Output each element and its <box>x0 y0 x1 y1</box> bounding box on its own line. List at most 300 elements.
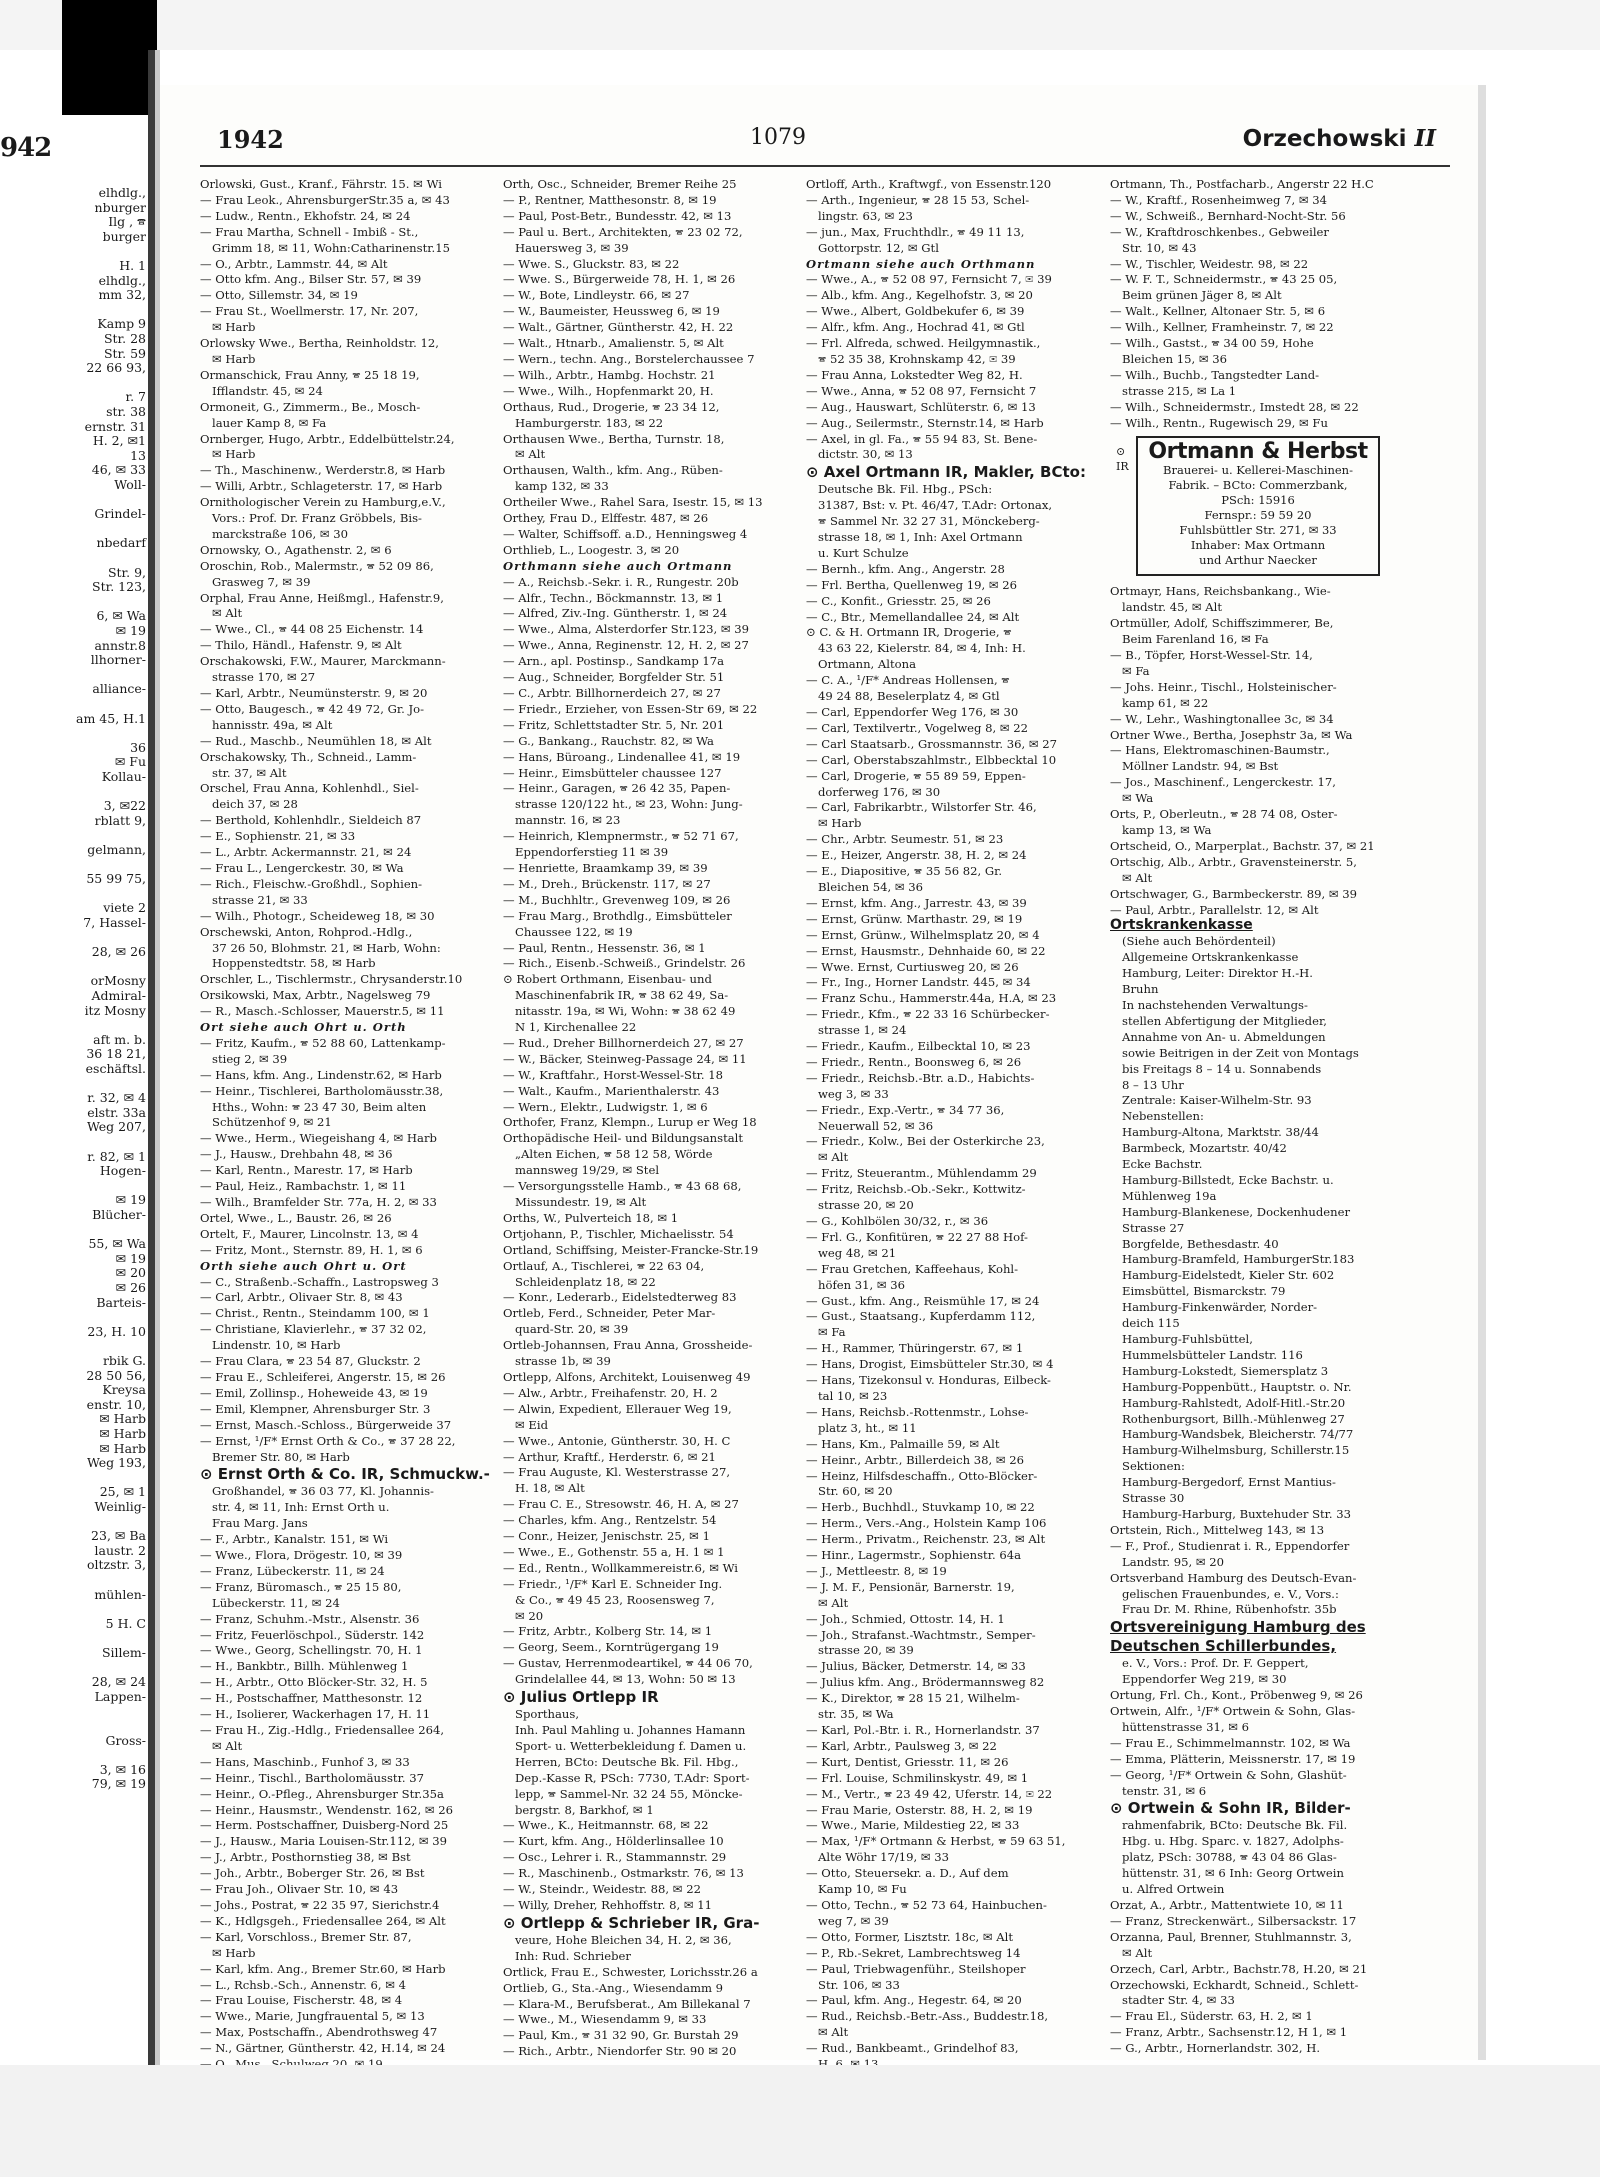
directory-entry: — Herm., Vers.-Ang., Holstein Kamp 106 <box>806 1516 1047 1531</box>
directory-entry: Grasweg 7, ✉ 39 <box>212 574 311 589</box>
directory-entry: Orphal, Frau Anne, Heißmgl., Hafenstr.9, <box>200 590 444 605</box>
directory-entry: kamp 61, ✉ 22 <box>1122 695 1209 710</box>
directory-entry: str. 37, ✉ Alt <box>212 765 287 780</box>
directory-entry: 8 – 13 Uhr <box>1122 1077 1184 1092</box>
directory-entry: — W., Steindr., Weidestr. 88, ✉ 22 <box>503 1882 701 1897</box>
directory-entry: Orschel, Frau Anna, Kohlenhdl., Siel- <box>200 781 419 796</box>
directory-entry: — Paul, Post-Betr., Bundesstr. 42, ✉ 13 <box>503 208 732 223</box>
previous-page-text: burger <box>102 228 146 244</box>
directory-entry: tal 10, ✉ 23 <box>818 1388 888 1403</box>
directory-entry: — Wwe., K., Heitmannstr. 68, ✉ 22 <box>503 1818 709 1833</box>
directory-entry: Alte Wöhr 17/19, ✉ 33 <box>818 1850 950 1865</box>
previous-page-text: ✉ 26 <box>115 1280 146 1295</box>
schillerbund-heading: Ortsvereinigung Hamburg des <box>1110 1618 1366 1637</box>
directory-entry: — Heinr., Hausmstr., Wendenstr. 162, ✉ 26 <box>200 1802 454 1817</box>
directory-entry: tenstr. 31, ✉ 6 <box>1122 1783 1207 1798</box>
directory-entry: — R., Maschinenb., Ostmarkstr. 76, ✉ 13 <box>503 1866 744 1881</box>
directory-entry: — Franz Schu., Hammerstr.44a, H.A, ✉ 23 <box>806 991 1057 1006</box>
directory-entry: sowie Beitrigen in der Zeit von Montags <box>1122 1045 1359 1060</box>
directory-entry: ✉ Alt <box>212 1738 243 1753</box>
directory-entry: — Wilh., Arbtr., Hambg. Hochstr. 21 <box>503 367 716 382</box>
directory-entry: kamp 13, ✉ Wa <box>1122 823 1212 837</box>
directory-entry: deich 115 <box>1122 1316 1180 1331</box>
directory-entry: Inh: Rud. Schrieber <box>515 1948 631 1963</box>
directory-entry: dictstr. 30, ✉ 13 <box>818 447 913 462</box>
directory-entry: Eimsbüttel, Bismarckstr. 79 <box>1122 1284 1286 1299</box>
directory-entry: — Hans, Drogist, Eimsbütteler Str.30, ✉ 4 <box>806 1357 1054 1372</box>
directory-entry: — Karl, Rentn., Marestr. 17, ✉ Harb <box>200 1163 413 1178</box>
directory-entry: Hths., Wohn: 🕿 23 47 30, Beim alten <box>212 1099 427 1114</box>
directory-entry: Schleidenplatz 18, ✉ 22 <box>515 1274 656 1289</box>
directory-entry: ✉ Harb <box>212 1945 256 1960</box>
directory-entry: — Gust., kfm. Ang., Reismühle 17, ✉ 24 <box>806 1293 1040 1308</box>
directory-entry: — Alfr., kfm. Ang., Hochrad 41, ✉ Gtl <box>806 320 1025 335</box>
directory-entry: — Carl, Drogerie, 🕿 55 89 59, Eppen- <box>806 768 1026 783</box>
previous-page-text: Barteis- <box>96 1294 146 1310</box>
directory-entry: Ortschwager, G., Barmbeckerstr. 89, ✉ 39 <box>1110 886 1357 901</box>
directory-entry: Orth siehe auch Ohrt u. Ort <box>200 1258 407 1273</box>
directory-entry: — Frl. Alfreda, schwed. Heilgymnastik., <box>806 336 1041 351</box>
directory-entry: — Emma, Plätterin, Meissnerstr. 17, ✉ 19 <box>1110 1751 1356 1766</box>
directory-entry: — Carl, Eppendorfer Weg 176, ✉ 30 <box>806 705 1019 719</box>
directory-entry: — Henriette, Braamkamp 39, ✉ 39 <box>503 860 708 875</box>
directory-entry: — Otto, Techn., 🕿 52 73 64, Hainbuchen- <box>806 1897 1047 1912</box>
previous-page-text: 6, ✉ Wa <box>96 608 146 624</box>
directory-entry: Barmbeck, Mozartstr. 40/42 <box>1122 1141 1287 1156</box>
directory-entry: Landstr. 95, ✉ 20 <box>1122 1554 1225 1569</box>
directory-entry: Allgemeine Ortskrankenkasse <box>1122 950 1299 965</box>
directory-entry: — W., Kraftfahr., Horst-Wessel-Str. 18 <box>503 1067 724 1082</box>
ad-line: Fabrik. – BCto: Commerzbank, <box>1168 478 1348 493</box>
directory-entry: Ortjohann, P., Tischler, Michaelisstr. 54 <box>503 1226 734 1241</box>
directory-entry: bergstr. 8, Barkhof, ✉ 1 <box>515 1802 654 1817</box>
directory-entry: — Wwe., Marie, Mildestieg 22, ✉ 33 <box>806 1818 1020 1833</box>
scan-bottom-margin <box>0 2065 1600 2177</box>
directory-entry: Bremer Str. 80, ✉ Harb <box>212 1449 350 1464</box>
directory-entry: — Alb., kfm. Ang., Kegelhofstr. 3, ✉ 20 <box>806 288 1033 303</box>
directory-entry: — Konr., Lederarb., Eidelstedterweg 83 <box>503 1290 737 1305</box>
directory-entry: Orths, W., Pulverteich 18, ✉ 1 <box>503 1210 679 1225</box>
directory-entry: — Johs. Heinr., Tischl., Holsteinischer- <box>1110 679 1337 694</box>
directory-entry: strasse 1, ✉ 24 <box>818 1023 907 1038</box>
directory-entry: Str. 106, ✉ 33 <box>818 1977 900 1992</box>
previous-page-text: ernstr. 31 <box>84 418 146 434</box>
previous-page-text: 13 <box>130 447 146 463</box>
directory-entry: — H., Rammer, Thüringerstr. 67, ✉ 1 <box>806 1341 1024 1356</box>
directory-entry: — Rud., Dreher Billhornerdeich 27, ✉ 27 <box>503 1035 744 1050</box>
directory-entry: — Walter, Schiffsoff. a.D., Henningsweg 4 <box>503 526 748 541</box>
directory-entry: Beim Farenland 16, ✉ Fa <box>1122 632 1269 647</box>
directory-entry: — Rud., Maschb., Neumühlen 18, ✉ Alt <box>200 733 432 748</box>
directory-entry: Sporthaus, <box>515 1707 580 1722</box>
directory-entry: marckstraße 106, ✉ 30 <box>212 526 348 541</box>
directory-entry: — Versorgungsstelle Hamb., 🕿 43 68 68, <box>503 1179 742 1194</box>
directory-entry: Ornithologischer Verein zu Hamburg,e.V., <box>200 495 446 510</box>
directory-entry: — Julius kfm. Ang., Brödermannsweg 82 <box>806 1675 1045 1690</box>
directory-entry: — Franz, Arbtr., Sachsenstr.12, H 1, ✉ 1 <box>1110 2025 1348 2040</box>
directory-entry: — W., Kraftdroschkenbes., Gebweiler <box>1110 224 1329 239</box>
directory-entry: — Wwe., E., Gothenstr. 55 a, H. 1 ✉ 1 <box>503 1544 725 1559</box>
directory-entry: hannisstr. 49a, ✉ Alt <box>212 717 333 732</box>
previous-page-text: elhdlg., <box>98 185 146 200</box>
directory-entry: Hbg. u. Hbg. Sparc. v. 1827, Adolphs- <box>1122 1834 1344 1849</box>
directory-entry: — Frl. G., Konfitüren, 🕿 22 27 88 Hof- <box>806 1229 1028 1244</box>
directory-entry: Sektionen: <box>1122 1459 1185 1474</box>
directory-entry: — Aug., Seilermstr., Sternstr.14, ✉ Harb <box>806 415 1044 430</box>
directory-entry: — Wwe., Cl., 🕿 44 08 25 Eichenstr. 14 <box>200 622 424 637</box>
directory-entry: — Carl, Fabrikarbtr., Wilstorfer Str. 46, <box>806 800 1037 815</box>
directory-entry: — Wwe., Alma, Alsterdorfer Str.123, ✉ 39 <box>503 622 750 637</box>
directory-entry: — Gust., Staatsang., Kupferdamm 112, <box>806 1309 1036 1324</box>
previous-page-text: ✉ Harb <box>99 1426 146 1441</box>
previous-page-text: 79, ✉ 19 <box>91 1776 146 1792</box>
directory-entry: — Friedr., Kfm., 🕿 22 33 16 Schürbecker- <box>806 1007 1050 1022</box>
directory-entry: Ortleb-Johannsen, Frau Anna, Grossheide- <box>503 1338 753 1353</box>
directory-entry: strasse 20, ✉ 20 <box>818 1198 914 1213</box>
directory-entry: — J., Hausw., Drehbahn 48, ✉ 36 <box>200 1147 393 1162</box>
directory-entry: Ortlauf, A., Tischlerei, 🕿 22 63 04, <box>503 1258 705 1273</box>
directory-entry: — Walt., Kellner, Altonaer Str. 5, ✉ 6 <box>1110 304 1326 319</box>
directory-entry: ✉ Alt <box>818 1150 849 1165</box>
directory-entry: — F., Arbtr., Kanalstr. 151, ✉ Wi <box>200 1532 389 1547</box>
directory-entry: — Charles, kfm. Ang., Rentzelstr. 54 <box>503 1513 717 1528</box>
directory-entry: stadter Str. 4, ✉ 33 <box>1122 1993 1235 2008</box>
directory-entry: Hamburg-Finkenwärder, Norder- <box>1122 1300 1318 1315</box>
directory-entry: — Bernh., kfm. Ang., Angerstr. 28 <box>806 561 1005 576</box>
directory-entry: Eppendorferstieg 11 ✉ 39 <box>515 845 669 860</box>
previous-page-text: itz Mosny <box>84 1002 146 1018</box>
directory-entry: Ortleb, Ferd., Schneider, Peter Mar- <box>503 1306 716 1321</box>
directory-entry: lepp, 🕿 Sammel-Nr. 32 24 55, Möncke- <box>515 1786 743 1801</box>
directory-entry: Bleichen 54, ✉ 36 <box>818 879 924 894</box>
directory-entry: — Ernst, ¹/F* Ernst Orth & Co., 🕿 37 28 22, <box>200 1433 456 1448</box>
directory-entry: Orthlieb, L., Loogestr. 3, ✉ 20 <box>503 542 680 557</box>
directory-entry: — Carl, Oberstabszahlmstr., Elbbecktal 10 <box>806 752 1057 767</box>
directory-entry: Orthofer, Franz, Klempn., Lurup er Weg 18 <box>503 1115 757 1130</box>
directory-entry: — W., Bäcker, Steinweg-Passage 24, ✉ 11 <box>503 1051 747 1066</box>
directory-entry: — Herm., Privatm., Reichenstr. 23, ✉ Alt <box>806 1532 1046 1547</box>
previous-page-text: r. 7 <box>125 389 146 405</box>
directory-entry: — Max, ¹/F* Ortmann & Herbst, 🕿 59 63 51, <box>806 1834 1066 1849</box>
directory-entry: ✉ 20 <box>515 1608 544 1623</box>
previous-page-text: Str. 9, <box>107 564 146 580</box>
directory-entry: dorferweg 176, ✉ 30 <box>818 784 941 799</box>
header-rule <box>200 165 1450 167</box>
directory-entry: Hamburgerstr. 183, ✉ 22 <box>515 415 664 430</box>
directory-entry: kamp 132, ✉ 33 <box>515 479 609 494</box>
directory-entry: — Hans, Maschinb., Funhof 3, ✉ 33 <box>200 1754 410 1769</box>
directory-entry: nitasstr. 19a, ✉ Wi, Wohn: 🕿 38 62 49 <box>515 1004 736 1019</box>
directory-entry: strasse 120/122 ht., ✉ 23, Wohn: Jung- <box>515 797 743 812</box>
directory-entry: Orlowski, Gust., Kranf., Fährstr. 15. ✉ Wi <box>200 177 442 191</box>
previous-page-text: 28, ✉ 26 <box>91 944 146 960</box>
directory-entry: — Heinr., Arbtr., Billerdeich 38, ✉ 26 <box>806 1452 1025 1467</box>
previous-page-text: 23, ✉ Ba <box>91 1528 146 1544</box>
previous-page-text: aft m. b. <box>93 1031 146 1047</box>
directory-entry: — Kurt, Dentist, Griesstr. 11, ✉ 26 <box>806 1754 1009 1769</box>
directory-entry: Orthaus, Rud., Drogerie, 🕿 23 34 12, <box>503 399 720 414</box>
previous-page-text: 23, H. 10 <box>87 1323 146 1339</box>
directory-entry: Deutsche Bk. Fil. Hbg., PSch: <box>818 482 993 497</box>
directory-entry: In nachstehenden Verwaltungs- <box>1122 997 1308 1012</box>
previous-page-text: 25, ✉ 1 <box>99 1484 146 1500</box>
header-year: 1942 <box>217 125 284 154</box>
directory-entry: Orzanna, Paul, Brenner, Stuhlmannstr. 3, <box>1110 1929 1352 1944</box>
directory-entry: — Joh., Arbtr., Boberger Str. 26, ✉ Bst <box>200 1866 425 1881</box>
directory-entry: — E., Diapositive, 🕿 35 56 82, Gr. <box>806 864 1003 879</box>
directory-entry: — Wwe. S., Bürgerweide 78, H. 1, ✉ 26 <box>503 272 736 287</box>
directory-entry: — Paul, Arbtr., Parallelstr. 12, ✉ Alt <box>1110 902 1319 917</box>
directory-entry: — Franz, Schuhm.-Mstr., Alsenstr. 36 <box>200 1611 420 1626</box>
directory-entry: — Rich., Arbtr., Niendorfer Str. 90 ✉ 20 <box>503 2044 737 2059</box>
directory-entry: — Max, Postschaffn., Abendrothsweg 47 <box>200 2025 438 2040</box>
directory-entry: H. 18, ✉ Alt <box>515 1481 585 1496</box>
directory-entry: — Heinr., O.-Pfleg., Ahrensburger Str.35a <box>200 1786 444 1801</box>
directory-column-2 <box>503 177 799 2059</box>
directory-entry: 49 24 88, Beselerplatz 4, ✉ Gtl <box>818 689 1000 704</box>
directory-entry: N 1, Kirchenallee 22 <box>515 1020 637 1035</box>
directory-entry: mannsweg 19/29, ✉ Stel <box>515 1163 660 1178</box>
directory-entry: — F., Prof., Studienrat i. R., Eppendorfer <box>1110 1538 1350 1553</box>
directory-entry: Oroschin, Rob., Malermstr., 🕿 52 09 86, <box>200 558 434 573</box>
directory-entry: — H., Arbtr., Otto Blöcker-Str. 32, H. 5 <box>200 1675 428 1690</box>
directory-entry: — Frau Marg., Brothdlg., Eimsbütteler <box>503 908 732 923</box>
previous-page-text: ✉ 19 <box>115 1250 146 1266</box>
directory-entry: — Karl, Arbtr., Paulsweg 3, ✉ 22 <box>806 1738 997 1753</box>
directory-entry: landstr. 45, ✉ Alt <box>1122 600 1223 615</box>
directory-entry: Str. 60, ✉ 20 <box>818 1484 893 1499</box>
directory-entry: — Wilh., Rentn., Rugewisch 29, ✉ Fu <box>1110 415 1328 430</box>
ad-line: Fernspr.: 59 59 20 <box>1204 508 1312 523</box>
directory-entry: — C. A., ¹/F* Andreas Hollensen, 🕿 <box>806 673 1010 688</box>
directory-entry: ✉ Harb <box>818 816 862 831</box>
directory-entry: — Paul, Triebwagenführ., Steilshoper <box>806 1961 1026 1976</box>
directory-entry: — Wwe., Marie, Jungfrauental 5, ✉ 13 <box>200 2009 425 2024</box>
directory-entry: Hamburg-Poppenbütt., Hauptstr. o. Nr. <box>1122 1379 1352 1394</box>
directory-entry: — Franz, Büromasch., 🕿 25 15 80, <box>200 1579 402 1594</box>
previous-page-text: Str. 123, <box>92 579 146 595</box>
previous-page-text: ✉ Fu <box>114 754 146 770</box>
directory-entry: — Wwe. Ernst, Curtiusweg 20, ✉ 26 <box>806 959 1019 974</box>
previous-page-text: H. 2, ✉1 <box>92 433 146 449</box>
directory-entry: weg 48, ✉ 21 <box>818 1245 897 1260</box>
directory-column-4 <box>1110 177 1406 2056</box>
directory-entry: — J., Arbtr., Posthornstieg 38, ✉ Bst <box>200 1850 411 1865</box>
directory-entry: — Franz, Streckenwärt., Silbersackstr. 17 <box>1110 1913 1357 1928</box>
directory-entry: — Gustav, Herrenmodeartikel, 🕿 44 06 70, <box>503 1656 753 1671</box>
directory-entry: — M., Buchhltr., Grevenweg 109, ✉ 26 <box>503 892 731 907</box>
directory-entry: — Ernst, Hausmstr., Dehnhaide 60, ✉ 22 <box>806 943 1046 958</box>
directory-entry: — Arn., apl. Postinsp., Sandkamp 17a <box>503 654 725 669</box>
directory-entry: ✉ Harb <box>212 351 256 366</box>
directory-entry: — Friedr., Reichsb.-Btr. a.D., Habichts- <box>806 1070 1035 1085</box>
directory-entry: — Heinrich, Klempnermstr., 🕿 52 71 67, <box>503 829 739 844</box>
previous-page-text: laustr. 2 <box>94 1542 146 1558</box>
directory-entry: — Hans, Tizekonsul v. Honduras, Eilbeck- <box>806 1373 1051 1388</box>
directory-entry: — Emil, Zollinsp., Hoheweide 43, ✉ 19 <box>200 1385 428 1400</box>
directory-entry: Hamburg-Billstedt, Ecke Bachstr. u. <box>1122 1172 1334 1187</box>
directory-entry: — Friedr., Kaufm., Eilbecktal 10, ✉ 23 <box>806 1039 1031 1054</box>
directory-entry: — Alfred, Ziv.-Ing. Güntherstr. 1, ✉ 24 <box>503 606 728 621</box>
previous-page-text: Kamp 9 <box>97 316 146 332</box>
directory-entry: — Wwe., Herm., Wiegeishang 4, ✉ Harb <box>200 1131 437 1146</box>
directory-entry: — Frl. Louise, Schmilinskystr. 49, ✉ 1 <box>806 1770 1029 1785</box>
directory-entry: Grimm 18, ✉ 11, Wohn:Catharinenstr.15 <box>212 240 450 255</box>
directory-entry: — Ernst, Grünw., Wilhelmsplatz 20, ✉ 4 <box>806 927 1040 942</box>
directory-entry: Bleichen 15, ✉ 36 <box>1122 351 1228 366</box>
directory-entry: gelischen Frauenbundes, e. V., Vors.: <box>1122 1586 1339 1601</box>
previous-page-text: viete 2 <box>103 900 146 916</box>
directory-entry: Orthausen, Walth., kfm. Ang., Rüben- <box>503 463 723 478</box>
directory-entry: — A., Reichsb.-Sekr. i. R., Rungestr. 20b <box>503 574 739 589</box>
ad-line: PSch: 15916 <box>1221 493 1295 508</box>
directory-entry: — Hans, Büroang., Lindenallee 41, ✉ 19 <box>503 749 741 764</box>
directory-entry: — H., Isolierer, Wackerhagen 17, H. 11 <box>200 1707 431 1722</box>
directory-entry: Ortstein, Rich., Mittelweg 143, ✉ 13 <box>1110 1522 1325 1537</box>
previous-page-text: ✉ 19 <box>115 1192 146 1208</box>
directory-entry: 🕿 52 35 38, Krohnskamp 42, ✉ 39 <box>818 351 1016 366</box>
previous-page-text: nbedarf <box>96 535 146 551</box>
directory-entry: — Ernst, Grünw. Marthastr. 29, ✉ 19 <box>806 911 1023 926</box>
directory-entry: — J., Hausw., Maria Louisen-Str.112, ✉ 39 <box>200 1834 448 1849</box>
previous-page-text: Weg 193, <box>86 1455 146 1471</box>
directory-entry: — Rud., Bankbeamt., Grindelhof 83, <box>806 2041 1019 2056</box>
previous-page-text: oltzstr. 3, <box>86 1557 146 1573</box>
directory-entry: ✉ Alt <box>212 606 243 621</box>
directory-entry: Ortskrankenkasse <box>1110 917 1253 934</box>
previous-page-text: r. 32, ✉ 4 <box>87 1090 146 1106</box>
directory-entry: Ortung, Frl. Ch., Kont., Pröbenweg 9, ✉ 26 <box>1110 1688 1363 1703</box>
directory-entry: Str. 10, ✉ 43 <box>1122 240 1197 255</box>
directory-entry: — Heinr., Eimsbütteler chaussee 127 <box>503 765 722 780</box>
previous-page-text: 3, ✉22 <box>103 798 146 814</box>
directory-entry: & Co., 🕿 49 45 23, Roosensweg 7, <box>515 1592 715 1607</box>
directory-entry: — Ernst, Masch.-Schloss., Bürgerweide 37 <box>200 1417 452 1432</box>
directory-entry: — Georg, Seem., Korntrügergang 19 <box>503 1640 719 1655</box>
directory-entry: — Wwe., M., Wiesendamm 9, ✉ 33 <box>503 2012 707 2027</box>
directory-entry: — Wwe., Georg, Schellingstr. 70, H. 1 <box>200 1643 423 1658</box>
directory-entry: — P., Rentner, Matthesonstr. 8, ✉ 19 <box>503 192 717 207</box>
directory-entry: — Frau Anna, Lokstedter Weg 82, H. <box>806 367 1023 382</box>
directory-entry: — C., Konfit., Griesstr. 25, ✉ 26 <box>806 593 991 608</box>
directory-entry: strasse 21, ✉ 33 <box>212 892 308 907</box>
directory-entry: — Frau Clara, 🕿 23 54 87, Gluckstr. 2 <box>200 1354 421 1369</box>
directory-entry: — Wwe., Flora, Drögestr. 10, ✉ 39 <box>200 1548 403 1563</box>
directory-entry: — Karl, Vorschloss., Bremer Str. 87, <box>200 1929 412 1944</box>
directory-entry: Orthopädische Heil- und Bildungsanstalt <box>503 1131 744 1146</box>
directory-entry: — Heinz, Hilfsdeschaffn., Otto-Blöcker- <box>806 1468 1038 1483</box>
directory-entry: — Johs., Postrat, 🕿 22 35 97, Sierichstr.4 <box>200 1897 440 1912</box>
directory-entry: lauer Kamp 8, ✉ Fa <box>212 415 327 430</box>
directory-entry: Nebenstellen: <box>1122 1109 1204 1124</box>
directory-entry: — E., Sophienstr. 21, ✉ 33 <box>200 829 356 844</box>
previous-page-text: Lappen- <box>94 1688 146 1704</box>
directory-entry: Orlowsky Wwe., Bertha, Reinholdstr. 12, <box>200 336 439 351</box>
directory-entry: Ornowsky, O., Agathenstr. 2, ✉ 6 <box>200 542 392 557</box>
directory-entry: — Paul, Km., 🕿 31 32 90, Gr. Burstah 29 <box>503 2028 739 2043</box>
directory-entry: — Walt., Kaufm., Marienthalerstr. 43 <box>503 1083 720 1098</box>
directory-entry: Beim grünen Jäger 8, ✉ Alt <box>1122 288 1282 303</box>
directory-entry: Ormanschick, Frau Anny, 🕿 25 18 19, <box>200 367 420 382</box>
directory-entry: — Herm. Postschaffner, Duisberg-Nord 25 <box>200 1818 449 1833</box>
directory-entry: strasse 20, ✉ 39 <box>818 1643 914 1658</box>
directory-entry: ⊙ Axel Ortmann IR, Makler, BCto: <box>806 463 1086 482</box>
directory-entry: Inh. Paul Mahling u. Johannes Hamann <box>515 1723 746 1737</box>
directory-entry: — M., Dreh., Brückenstr. 117, ✉ 27 <box>503 876 711 891</box>
previous-page-year: 942 <box>0 133 52 163</box>
directory-entry: Ortner Wwe., Bertha, Josephstr 3a, ✉ Wa <box>1110 727 1353 742</box>
directory-entry: — Karl, kfm. Ang., Bremer Str.60, ✉ Harb <box>200 1961 446 1976</box>
directory-entry: strasse 18, ✉ 1, Inh: Axel Ortmann <box>818 530 1023 545</box>
directory-entry: — Carl Staatsarb., Grossmannstr. 36, ✉ 27 <box>806 736 1058 751</box>
directory-entry: ✉ Fa <box>818 1325 846 1340</box>
directory-entry: — Chr., Arbtr. Seumestr. 51, ✉ 23 <box>806 832 1004 847</box>
directory-entry: — Frau Auguste, Kl. Westerstrasse 27, <box>503 1465 731 1480</box>
directory-entry: — Fritz, Schlettstadter Str. 5, Nr. 201 <box>503 717 725 732</box>
directory-entry: ⊙ Ernst Orth & Co. IR, Schmuckw.- <box>200 1465 490 1484</box>
directory-entry: — Heinr., Garagen, 🕿 26 42 35, Papen- <box>503 781 731 796</box>
previous-page-text: 36 18 21, <box>86 1046 146 1062</box>
previous-page-text: 22 66 93, <box>86 360 146 376</box>
directory-entry: Hamburg-Harburg, Buxtehuder Str. 33 <box>1122 1506 1352 1521</box>
directory-entry: Orzechowski, Eckhardt, Schneid., Schlett- <box>1110 1977 1359 1992</box>
directory-entry: — Wwe., Anna, Reginenstr. 12, H. 2, ✉ 27 <box>503 638 749 653</box>
directory-entry: Zentrale: Kaiser-Wilhelm-Str. 93 <box>1122 1093 1312 1108</box>
directory-entry: hüttenstr. 31, ✉ 6 Inh: Georg Ortwein <box>1122 1866 1344 1881</box>
directory-entry: Ort siehe auch Ohrt u. Orth <box>200 1020 407 1035</box>
directory-entry: — H., Postschaffner, Matthesonstr. 12 <box>200 1691 423 1706</box>
directory-entry: — Christiane, Klavierlehr., 🕿 37 32 02, <box>200 1322 427 1337</box>
previous-page-text: Sillem- <box>101 1645 146 1660</box>
directory-entry: Orthmann siehe auch Ortmann <box>503 558 733 573</box>
directory-entry: ✉ Alt <box>818 2025 849 2040</box>
directory-entry: — Arth., Ingenieur, 🕿 28 15 53, Schel- <box>806 192 1030 207</box>
directory-entry: Orschakowsky, Th., Schneid., Lamm- <box>200 749 417 764</box>
previous-page-text: str. 38 <box>106 404 146 419</box>
directory-entry: höfen 31, ✉ 36 <box>818 1277 906 1292</box>
directory-entry: — Georg, ¹/F* Ortwein & Sohn, Glashüt- <box>1110 1767 1347 1782</box>
directory-entry: Eppendorfer Weg 219, ✉ 30 <box>1122 1672 1287 1687</box>
directory-entry: — J., Mettleestr. 8, ✉ 19 <box>806 1563 947 1578</box>
directory-entry: Hamburg-Eidelstedt, Kieler Str. 602 <box>1122 1268 1335 1283</box>
directory-entry: „Alten Eichen, 🕿 58 12 58, Wörde <box>515 1147 713 1162</box>
directory-entry: ⊙ C. & H. Ortmann IR, Drogerie, 🕿 <box>806 625 1012 640</box>
directory-entry: Chaussee 122, ✉ 19 <box>515 924 633 939</box>
directory-entry: str. 35, ✉ Wa <box>818 1707 894 1722</box>
directory-entry: — Otto, Sillemstr. 34, ✉ 19 <box>200 288 358 303</box>
directory-entry: Hamburg-Wandsbek, Bleicherstr. 74/77 <box>1122 1427 1354 1442</box>
previous-page-text: Admiral- <box>91 988 146 1003</box>
directory-entry: Ortloff, Arth., Kraftwgf., von Essenstr.120 <box>806 177 1052 191</box>
directory-entry: — L., Arbtr. Ackermannstr. 21, ✉ 24 <box>200 845 412 860</box>
directory-entry: Missundestr. 19, ✉ Alt <box>515 1195 647 1209</box>
directory-entry: — Frau St., Woellmerstr. 17, Nr. 207, <box>200 304 419 319</box>
directory-entry: Hamburg-Bramfeld, HamburgerStr.183 <box>1122 1252 1355 1267</box>
directory-entry: — Frau H., Zig.-Hdlg., Friedensallee 264, <box>200 1723 445 1737</box>
directory-entry: Orsikowski, Max, Arbtr., Nagelsweg 79 <box>200 988 431 1003</box>
directory-entry: Frau Dr. M. Rhine, Rübenhofstr. 35b <box>1122 1602 1337 1617</box>
previous-page-text: Blücher- <box>92 1207 146 1222</box>
directory-entry: — Hans, Elektromaschinen-Baumstr., <box>1110 743 1330 758</box>
directory-entry: Großhandel, 🕿 36 03 77, Kl. Johannis- <box>212 1484 434 1499</box>
directory-entry: — Frau Marie, Osterstr. 88, H. 2, ✉ 19 <box>806 1802 1033 1817</box>
directory-entry: Ortmann, Th., Postfacharb., Angerstr 22 H.C <box>1110 177 1374 191</box>
directory-entry: — Friedr., Exp.-Vertr., 🕿 34 77 36, <box>806 1102 1005 1117</box>
previous-page-text: Str. 28 <box>103 331 146 346</box>
directory-entry: Ortheiler Wwe., Rahel Sara, Isestr. 15, ✉ 13 <box>503 495 763 510</box>
directory-entry: Hamburg-Rahlstedt, Adolf-Hitl.-Str.20 <box>1122 1395 1346 1410</box>
previous-page-text: ✉ Harb <box>99 1440 146 1456</box>
